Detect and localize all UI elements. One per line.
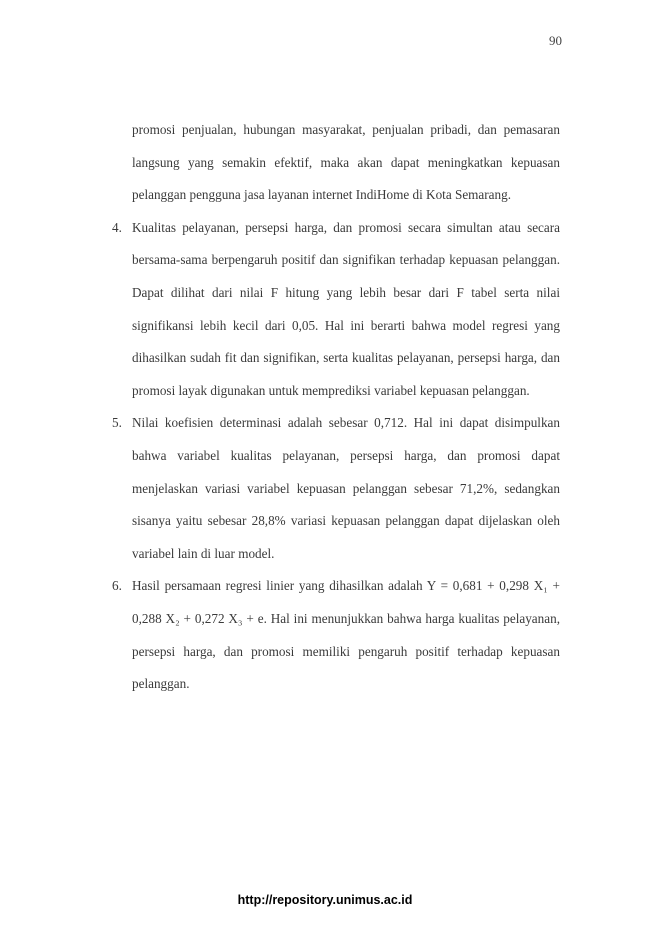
list-item-text: Hasil persamaan regresi linier yang dihasilkan adalah Y = 0,681 + 0,298 X₁ + 0,288 X₂ + 0,272 X₃ + e. Hal ini menunjukkan bahwa harga kualitas pelayanan, persepsi harga, dan promosi memiliki pengaruh positif terhadap kepuasan pelanggan. (132, 578, 560, 692)
repository-url[interactable]: http://repository.unimus.ac.id (237, 893, 413, 907)
continuation-paragraph: promosi penjualan, hubungan masyarakat, penjualan pribadi, dan pemasaran langsung yang semakin efektif, maka akan dapat meningkatkan kepuasan pelanggan pengguna jasa layanan internet IndiHome di Kota Semarang. (132, 122, 560, 203)
list-item-text: Kualitas pelayanan, persepsi harga, dan promosi secara simultan atau secara bersama-sama berpengaruh positif dan signifikan terhadap kepuasan pelanggan. Dapat dilihat dari nilai F hitung yang lebih besar dari F tabel serta nilai signifikansi lebih kecil dari 0,05. Hal ini berarti bahwa model regresi yang dihasilkan sudah fit dan signifikan, serta kualitas pelayanan, persepsi harga, dan promosi layak digunakan untuk memprediksi variabel kepuasan pelanggan. (132, 219, 560, 398)
list-item (112, 407, 560, 570)
page-body (112, 114, 560, 701)
list-item (112, 212, 560, 408)
list-item-number: 5. (112, 415, 122, 431)
list-item-number: 4. (112, 219, 122, 235)
list-item-number: 6. (112, 578, 122, 594)
list-item (112, 570, 560, 700)
conclusion-list (112, 212, 560, 701)
page-number: 90 (549, 33, 562, 48)
list-item-text: Nilai koefisien determinasi adalah sebesar 0,712. Hal ini dapat disimpulkan bahwa variabel kualitas pelayanan, persepsi harga, dan promosi dapat menjelaskan variasi variabel kepuasan pelanggan sebesar 71,2%, sedangkan sisanya yaitu sebesar 28,8% variasi kepuasan pelanggan dapat dijelaskan oleh variabel lain di luar model. (132, 415, 560, 561)
